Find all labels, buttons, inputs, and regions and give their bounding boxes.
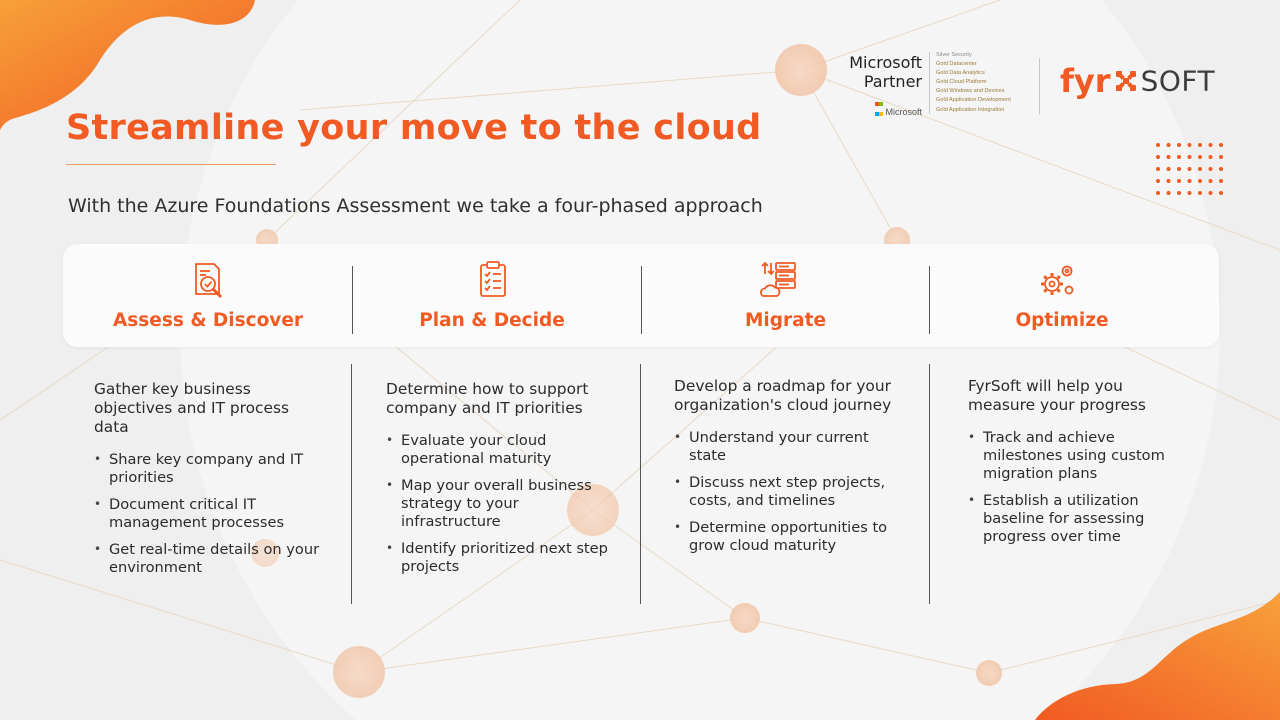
phase-bullets [968,429,1183,546]
assessment-icon [188,260,228,300]
list-item: • Share key company and IT priorities [94,451,326,487]
partner-divider [929,52,930,114]
phase-bullets [674,429,910,555]
logo-prefix: fyr [1060,62,1111,100]
phase-lead: Develop a roadmap for your organization's cloud journey [674,377,892,414]
competency-item: Gold Windows and Devices [936,88,1005,95]
phase-details-assess [94,380,326,586]
logo-cross-icon [1113,68,1139,94]
microsoft-brand [846,98,922,118]
phase-plan [353,244,631,347]
dot-grid-decoration [1154,141,1226,197]
list-item: • Evaluate your cloud operational maturity [386,432,622,468]
phase-lead: Determine how to support company and IT priorities [386,380,589,417]
competency-item: Gold Datacenter [936,61,977,68]
page-subtitle: With the Azure Foundations Assessment we take a four-phased approach [68,195,763,217]
competency-item: Gold Cloud Platform [936,79,987,86]
competency-item: Gold Application Development [936,97,1011,104]
page-title: Streamline your move to the cloud [66,108,762,148]
phase-lead: FyrSoft will help you measure your progress [968,377,1146,414]
phase-details-plan [386,380,622,585]
phase-lead: Gather key business objectives and IT process data [94,380,290,436]
phase-bullets [386,432,622,576]
phase-title: Assess & Discover [112,310,304,331]
list-item: • Establish a utilization baseline for assessing progress over time [968,492,1183,546]
competency-item: Gold Application Integration [936,106,1005,113]
list-item: • Understand your current state [674,429,910,465]
list-item: • Document critical IT management processes [94,496,326,532]
phase-details-optimize [968,377,1183,555]
phase-migrate [641,244,930,347]
title-underline [66,164,276,165]
phases-card [63,244,1219,347]
column-divider [351,364,352,604]
list-item: • Map your overall business strategy to your infrastructure [386,477,622,531]
phase-details-migrate [674,377,910,564]
partner-title [846,53,922,91]
list-item: • Determine opportunities to grow cloud maturity [674,519,910,555]
competency-item: Gold Data Analytics [936,70,985,77]
logo-suffix: SOFT [1140,64,1216,98]
column-divider [929,364,930,604]
list-item: • Identify prioritized next step projects [386,540,622,576]
checklist-icon [473,260,513,300]
list-item: • Get real-time details on your environment [94,541,326,577]
server-migration-icon [759,260,799,300]
microsoft-logo-icon [875,98,883,118]
phase-bullets [94,451,326,577]
competency-item: Silver Security [936,52,972,58]
gears-icon [1038,260,1078,300]
phase-title: Plan & Decide [419,310,565,331]
logo-divider [1039,58,1040,114]
partner-title-line2: Partner [863,72,922,91]
microsoft-brand-text: Microsoft [885,107,922,117]
phase-title: Migrate [745,310,826,331]
partner-title-line1: Microsoft [849,53,922,72]
fyrsoft-logo [1060,62,1215,102]
list-item: • Track and achieve milestones using custom migration plans [968,429,1183,483]
phase-title: Optimize [1015,310,1109,331]
list-item: • Discuss next step projects, costs, and timelines [674,474,910,510]
phase-assess [63,244,353,347]
column-divider [640,364,641,604]
competency-list [936,51,1011,115]
phase-optimize [930,244,1194,347]
